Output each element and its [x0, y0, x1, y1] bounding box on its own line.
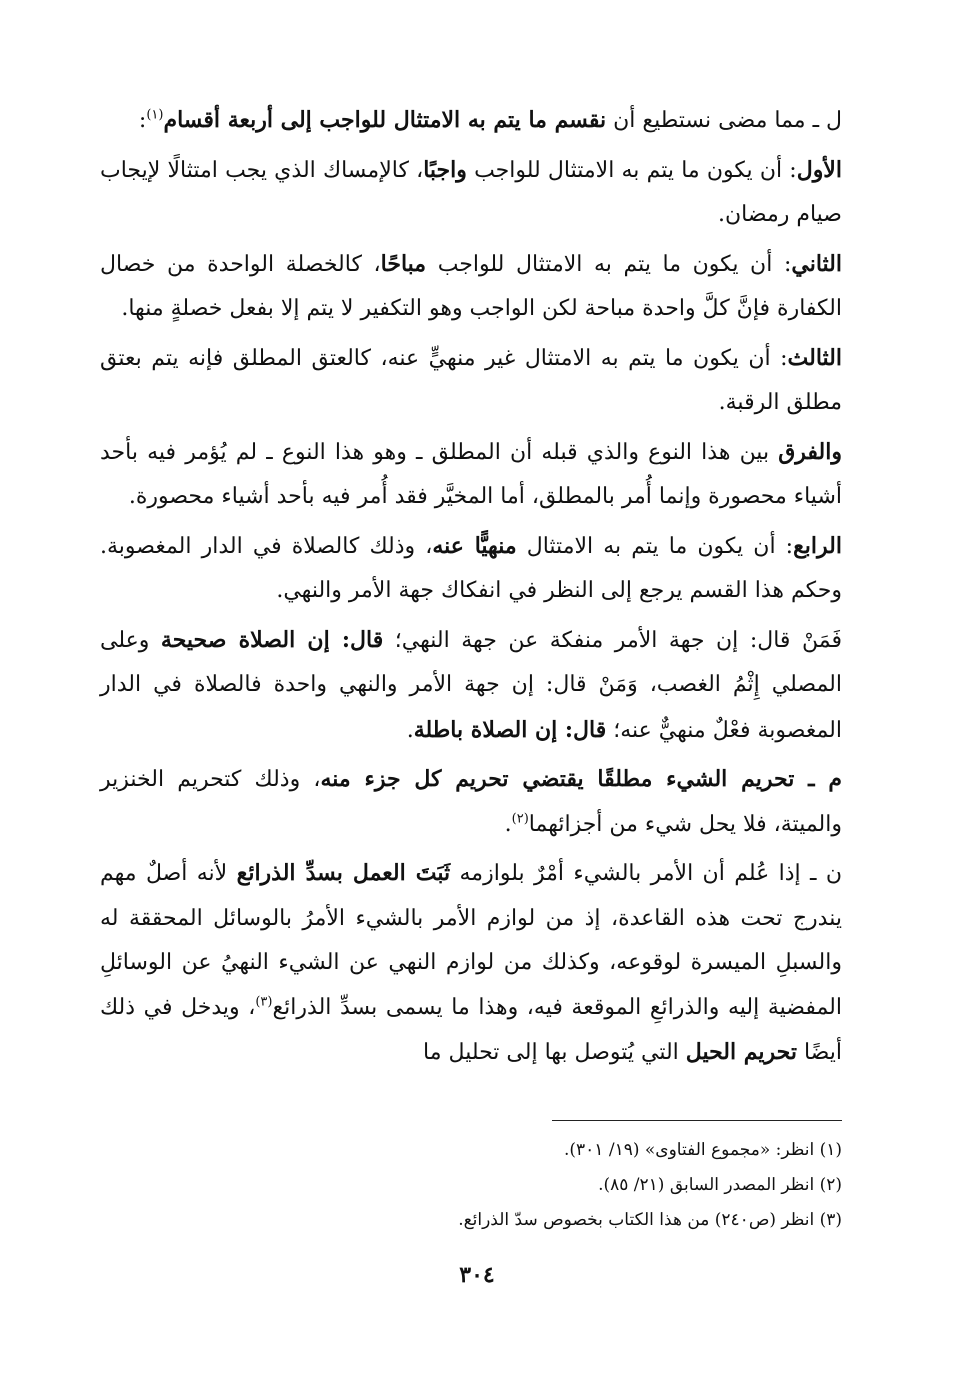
footnote-ref-2: (٢)	[511, 811, 529, 827]
paragraph-difference	[100, 430, 842, 520]
paragraph-nun	[100, 851, 842, 1076]
text-run: :	[138, 108, 147, 133]
paragraph-third	[100, 336, 842, 426]
main-text	[100, 98, 842, 1080]
text-run: بين هذا النوع والذي قبله أن المطلق ـ وهو هذا النوع ـ لم يُؤمر فيه بأحد أشياء محصورة وإنما أُمر بالمطلق، أما المخيَّر فقد أُمر فيه بأحد أشياء محصورة.	[100, 439, 842, 509]
text-run: لأنه أصلٌ مهم يندرج تحت هذه القاعدة، إذ من لوازم الأمر بالشيء الأمرُ بالوسائل المحققة له والسبلِ الميسرة لوقوعه، وكذلك من لوازم النهي عن الشيء النهيُ عن الوسائلِ المفضية إليه والذرائعِ الموقعة فيه، وهذا ما يسمى بسدِّ الذرائع	[100, 861, 842, 1020]
text-run: ، وذلك كالصلاة في الدار المغصوبة. وحكم هذا القسم يرجع إلى النظر في انفكاك جهة الأمر والنهي.	[100, 533, 842, 603]
section-label: الثالث	[787, 344, 842, 371]
footnotes	[100, 1133, 842, 1238]
text-run: : أن يكون ما يتم به الامتثال للواجب	[466, 157, 797, 183]
text-run: .	[504, 811, 512, 837]
paragraph-fourth	[100, 524, 842, 614]
text-run: ن ـ إذا عُلم أن الأمر بالشيء أمْرٌ بلوازمه	[450, 861, 842, 886]
bold-phrase: تحريم الحيل	[685, 1039, 797, 1065]
text-run: ، وذلك كتحريم الخنزير والميتة، فلا يحل شيء من أجزائهما	[100, 767, 842, 837]
footnote-ref-3: (٣)	[255, 994, 273, 1010]
paragraph-second	[100, 242, 842, 332]
text-run: ، كالخصلة الواحدة من خصال الكفارة فإنَّ كلَّ واحدة مباحة لكن الواجب وهو التكفير لا يتم إلا بفعل خصلةٍ منها.	[100, 251, 842, 321]
section-label: والفرق	[778, 438, 842, 465]
paragraph-first	[100, 148, 842, 238]
footnote-ref-1: (١)	[146, 107, 164, 123]
bold-phrase: منهيًّا عنه	[432, 532, 517, 559]
footnote-divider	[552, 1120, 842, 1121]
footnote-2: (٢) انظر المصدر السابق (٢١/ ٨٥).	[598, 1175, 842, 1195]
text-run: التي يُتوصل بها إلى تحليل ما	[423, 1040, 686, 1065]
text-run: ، كالإمساك الذي يجب امتثالًا لإيجاب صيام رمضان.	[100, 157, 842, 227]
paragraph-views	[100, 618, 842, 754]
bold-phrase: ثَبَتَ العمل بسدِّ الذرائع	[236, 860, 451, 886]
bold-phrase: قال: إن الصلاة باطلة	[413, 716, 607, 743]
section-label: الثاني	[791, 250, 842, 277]
text-run: : أن يكون ما يتم به الامتثال	[516, 533, 794, 559]
bold-phrase: مباحًا	[380, 250, 427, 277]
text-run: وعلى المصلي إِثْمُ الغصب، وَمَنْ قال: إن جهة الأمر والنهي واحدة فالصلاة في الدار المغصوبة فعْلٌ منهيٌّ عنه؛	[100, 627, 842, 743]
footnote-3: (٣) انظر (ص٢٤٠) من هذا الكتاب بخصوص سدّ الذرائع.	[458, 1210, 842, 1230]
section-label: الأول	[796, 156, 842, 183]
text-run: فَمَنْ قال: إن جهة الأمر منفكة عن جهة النهي؛	[383, 627, 842, 653]
bold-phrase: قال: إن الصلاة صحيحة	[160, 626, 384, 653]
text-run: ل ـ مما مضى نستطيع أن	[606, 108, 842, 133]
text-run: ، ويدخل في ذلك أيضًا	[100, 994, 842, 1065]
footnote-1: (١) انظر: «مجموع الفتاوى» (١٩/ ٣٠١).	[564, 1140, 842, 1160]
section-label: الرابع	[793, 532, 842, 559]
page-number: ٣٠٤	[459, 1262, 495, 1288]
bold-phrase: نقسم ما يتم به الامتثال للواجب إلى أربعة أقسام	[163, 107, 607, 133]
bold-phrase: واجبًا	[423, 156, 467, 183]
text-run: : أن يكون ما يتم به الامتثال غير منهيٍّ عنه، كالعتق المطلق فإنه يتم بعتق مطلق الرقبة.	[100, 345, 842, 415]
paragraph-lam	[100, 98, 842, 144]
text-run: : أن يكون ما يتم به الامتثال للواجب	[426, 251, 792, 277]
text-run: .	[406, 717, 414, 743]
paragraph-mim	[100, 757, 842, 847]
bold-phrase: م ـ تحريم الشيء مطلقًا يقتضي تحريم كل جزء منه	[320, 766, 842, 792]
